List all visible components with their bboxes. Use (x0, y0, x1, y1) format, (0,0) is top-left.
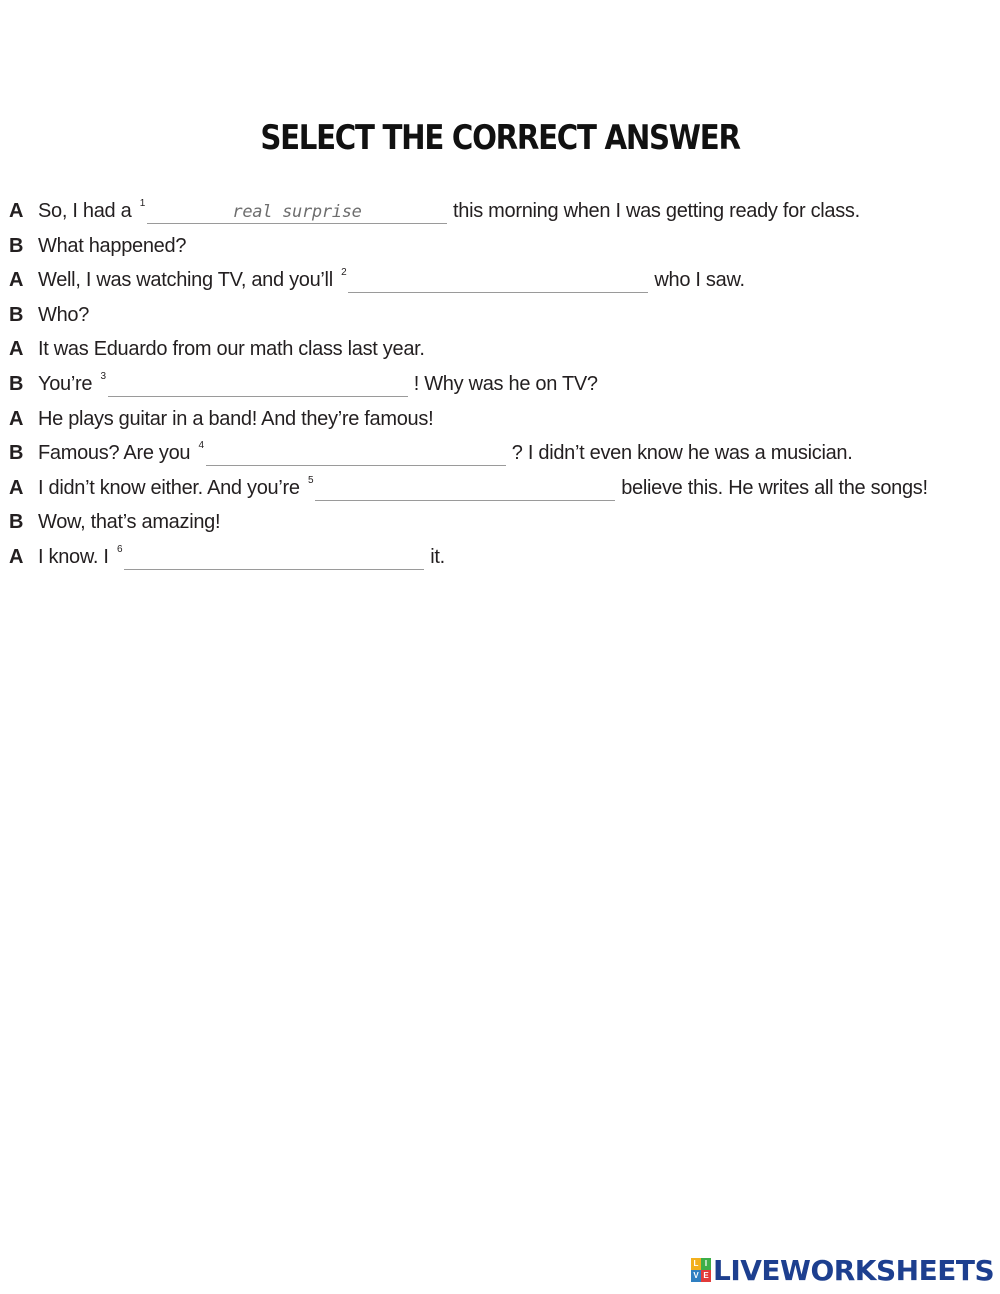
blank-number: 4 (198, 440, 204, 452)
dialogue-line (0, 438, 1000, 468)
dialogue-line (0, 369, 1000, 399)
line-text (38, 404, 433, 434)
sentence-text: Well, I was watching TV, and you’ll (38, 269, 333, 292)
answer-blank[interactable] (147, 199, 447, 224)
sentence-text: this morning when I was getting ready for class. (452, 200, 860, 222)
worksheet-title: SELECT THE CORRECT ANSWER (260, 118, 740, 158)
logo-tile: I (701, 1258, 711, 1270)
line-text (38, 265, 745, 295)
line-text (38, 196, 860, 226)
sentence-text: He plays guitar in a band! And they’re famous! (38, 407, 434, 430)
speaker-label: A (9, 546, 24, 568)
blank-number: 6 (116, 544, 123, 555)
dialogue-line (0, 507, 1000, 537)
speaker-label: A (9, 407, 24, 430)
speaker-label: A (9, 269, 24, 292)
dialogue-line (0, 404, 1000, 434)
line-text (38, 369, 598, 399)
speaker-label: B (9, 511, 24, 534)
brand-name: LIVEWORKSHEETS (713, 1253, 995, 1287)
liveworksheets-logo-icon (691, 1258, 711, 1282)
answer-blank[interactable] (348, 268, 648, 293)
sentence-text: it. (430, 546, 445, 568)
dialogue-line (0, 542, 1000, 572)
sentence-text: who I saw. (654, 269, 745, 292)
line-text (38, 507, 220, 537)
blank-number: 5 (307, 474, 314, 486)
blank-number: 1 (139, 198, 145, 209)
sentence-text: believe this. He writes all the songs! (621, 476, 928, 499)
sentence-text: Wow, that’s amazing! (38, 511, 221, 534)
liveworksheets-logo (691, 1253, 994, 1287)
dialogue-line (0, 196, 1000, 226)
sentence-text: I know. I (38, 546, 109, 568)
dialogue-line (0, 265, 1000, 295)
line-text (38, 473, 928, 503)
logo-tile: E (701, 1270, 711, 1282)
dialogue-line (0, 473, 1000, 503)
sentence-text: You’re (38, 373, 93, 395)
sentence-text: What happened? (38, 234, 187, 257)
dialogue-line (0, 231, 1000, 261)
speaker-label: B (9, 442, 24, 465)
sentence-text: I didn’t know either. And you’re (38, 476, 300, 499)
answer-blank[interactable] (108, 372, 408, 397)
sentence-text: So, I had a (38, 200, 132, 222)
sentence-text: ! Why was he on TV? (413, 373, 598, 395)
answer-blank[interactable] (315, 476, 615, 501)
dialogue-line (0, 300, 1000, 330)
line-text (38, 300, 89, 330)
speaker-label: B (9, 234, 24, 257)
answer-blank[interactable] (206, 441, 506, 466)
line-text (38, 231, 186, 261)
speaker-label: A (9, 476, 24, 499)
speaker-label: B (9, 303, 24, 326)
dialogue-line (0, 334, 1000, 364)
speaker-label: A (9, 338, 24, 361)
blank-number: 2 (341, 267, 347, 279)
sentence-text: Famous? Are you (38, 442, 191, 465)
logo-tile: V (691, 1270, 701, 1282)
answer-text: real surprise (232, 202, 362, 222)
answer-blank[interactable] (124, 545, 424, 570)
logo-tile: L (691, 1258, 701, 1270)
blank-number: 3 (100, 371, 106, 382)
sentence-text: ? I didn’t even know he was a musician. (511, 442, 853, 465)
line-text (38, 334, 425, 364)
line-text (38, 542, 445, 572)
sentence-text: Who? (38, 303, 90, 326)
sentence-text: It was Eduardo from our math class last year. (38, 338, 425, 361)
line-text (38, 438, 853, 468)
speaker-label: B (9, 373, 24, 395)
speaker-label: A (9, 200, 24, 222)
